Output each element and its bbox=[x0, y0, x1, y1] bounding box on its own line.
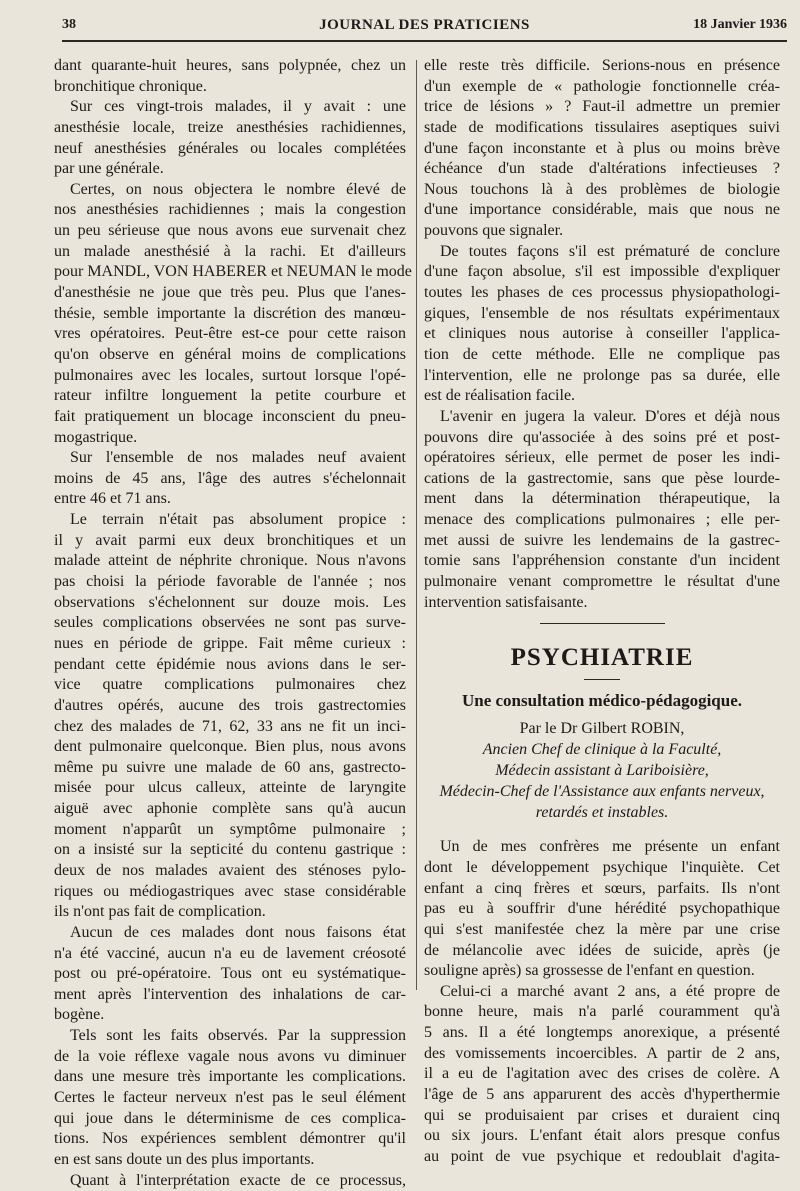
text-line: misée pour ulcus calleux, atteinte de laryngite bbox=[54, 779, 406, 797]
text-line: ment après l'intervention des inhalations de car- bbox=[54, 985, 406, 1003]
text-line: moment n'apparût un symptôme pulmonaire ; bbox=[54, 820, 406, 838]
text-line: Certes, on nous objectera le nombre élevé de bbox=[70, 180, 406, 198]
text-line: qu'on observe en général moins de complications bbox=[54, 345, 406, 363]
text-line: entre 46 et 71 ans. bbox=[54, 490, 171, 508]
text-line: bogène. bbox=[54, 1006, 105, 1024]
text-line: Certes le facteur nerveux n'est pas le seul élément bbox=[54, 1089, 406, 1107]
affiliation-line: retardés et instables. bbox=[535, 804, 669, 822]
text-line: est de réalisation facile. bbox=[424, 387, 576, 405]
text-line: il y avait parmi eux deux bronchitiques et un bbox=[54, 531, 406, 549]
text-line: pendant cette épidémie nous avions dans le ser- bbox=[54, 655, 406, 673]
text-line: en est sans doute un des plus importants. bbox=[54, 1150, 315, 1168]
text-line: deux de nos malades avaient des sténoses pylo- bbox=[54, 861, 406, 879]
text-line: dont le développement psychique l'inquiète. Cet bbox=[424, 858, 780, 876]
text-line: vice quatre complications pulmonaires chez bbox=[54, 676, 406, 694]
text-line: nos anesthésies rachidiennes ; mais la congestion bbox=[54, 201, 406, 219]
text-line: riques ou médiogastriques avec stase considérable bbox=[54, 882, 406, 900]
text-line: et cliniques nous autorise à conseiller l'applica- bbox=[424, 325, 780, 343]
text-line: intervention satisfaisante. bbox=[424, 593, 588, 611]
text-line: fait pratiquement un blocage inconscient du pneu- bbox=[54, 407, 406, 425]
text-line: d'une importance considérable, mais que nous ne bbox=[424, 201, 780, 219]
section-title: PSYCHIATRIE bbox=[510, 644, 694, 672]
text-line: tions. Nos expériences semblent démontrer qu'il bbox=[54, 1130, 406, 1148]
text-line: thésie, semble importante la discrétion des manœu- bbox=[54, 304, 406, 322]
right-column bbox=[424, 56, 780, 1168]
text-line: on a insisté sur la septicité du contenu gastrique : bbox=[54, 841, 406, 859]
text-line: toutes les phases de ces processus physiopathologi- bbox=[424, 284, 780, 302]
text-line: échéance d'un stade d'altérations infectieuses ? bbox=[424, 160, 780, 178]
text-line: malade atteint de néphrite chronique. Nous n'avons bbox=[54, 552, 406, 570]
text-line: par une générale. bbox=[54, 160, 164, 178]
affiliation-line: Médecin-Chef de l'Assistance aux enfants nerveux, bbox=[439, 783, 765, 801]
text-line: pour MANDL, VON HABERER et NEUMAN le mode bbox=[54, 263, 412, 281]
text-line: Celui-ci a marché avant 2 ans, a été propre de bbox=[440, 982, 780, 1000]
text-line: même pu suivre une malade de 60 ans, gastrecto- bbox=[54, 758, 406, 776]
right-column-body-top bbox=[424, 56, 780, 613]
text-line: moins de 45 ans, l'âge des autres s'échelonnait bbox=[54, 469, 406, 487]
text-line: d'anesthésie ne joue que très peu. Plus que l'anes- bbox=[54, 284, 406, 302]
affiliation-line: Ancien Chef de clinique à la Faculté, bbox=[482, 741, 722, 759]
text-line: l'intervention, elle ne prolonge pas sa durée, elle bbox=[424, 366, 780, 384]
text-line: observations s'échelonnent sur douze mois. Les bbox=[54, 593, 406, 611]
text-line: post ou pré-opératoire. Tous ont eu systématique- bbox=[54, 965, 406, 983]
text-line: nues en période de grippe. Fait même curieux : bbox=[54, 634, 406, 652]
text-line: Un de mes confrères me présente un enfant bbox=[440, 838, 780, 856]
text-line: stade de modifications tissulaires aseptiques suivi bbox=[424, 118, 780, 136]
text-line: seules complications observées ne sont pas surve- bbox=[54, 614, 406, 632]
text-line: 5 ans. Il a été longtemps anorexique, a présenté bbox=[424, 1024, 780, 1042]
text-line: des vomissements incoercibles. A partir de 2 ans, bbox=[424, 1044, 780, 1062]
text-line: bronchitique chronique. bbox=[54, 77, 207, 95]
text-line: ils n'ont pas fait de complication. bbox=[54, 903, 266, 921]
title-underline bbox=[584, 679, 620, 680]
text-line: de mélancolie avec idées de suicide, après (je bbox=[424, 941, 780, 959]
text-line: Sur ces vingt-trois malades, il y avait : une bbox=[70, 98, 406, 116]
text-line: bonne heure, mais n'a parlé couramment qu'à bbox=[424, 1003, 780, 1021]
author-byline: Par le Dr Gilbert ROBIN, bbox=[519, 720, 685, 738]
article-title: Une consultation médico-pédagogique. bbox=[461, 691, 743, 711]
text-line: De toutes façons s'il est prématuré de conclure bbox=[440, 242, 780, 260]
journal-title: JOURNAL DES PRATICIENS bbox=[319, 17, 530, 33]
page-number: 38 bbox=[62, 17, 76, 32]
text-line: dans une mesure très importante les complications. bbox=[54, 1068, 406, 1086]
text-line: aiguë avec aphonie complète sans qu'à aucun bbox=[54, 800, 406, 818]
text-line: opératoires sérieux, elle permet de poser les indi- bbox=[424, 449, 780, 467]
text-line: pulmonaires avec les locales, surtout lorsque l'opé- bbox=[54, 366, 406, 384]
text-line: pouvons que signaler. bbox=[424, 222, 564, 240]
text-line: anesthésie locale, treize anesthésies rachidiennes, bbox=[54, 118, 406, 136]
text-line: l'âge de 5 ans apparurent des accès d'hyperthermie bbox=[424, 1085, 780, 1103]
text-line: il a eu de l'agitation avec des crises de colère. A bbox=[424, 1065, 780, 1083]
text-line: Le terrain n'était pas absolument propice : bbox=[70, 511, 406, 529]
text-line: cations de la gastrectomie, sans que pèse lourde- bbox=[424, 469, 780, 487]
text-line: Nous touchons là à des problèmes de biologie bbox=[424, 180, 780, 198]
column-divider bbox=[416, 60, 417, 990]
text-line: d'autres opérés, aucune des trois gastrectomies bbox=[54, 696, 406, 714]
text-line: Aucun de ces malades dont nous faisons état bbox=[70, 923, 406, 941]
text-line: elle reste très difficile. Serions-nous en présence bbox=[424, 57, 780, 74]
text-line: chez des malades de 71, 62, 33 ans ne fit un inci- bbox=[54, 717, 406, 735]
text-line: d'une façon absolue, s'il est impossible d'expliquer bbox=[424, 263, 780, 281]
text-line: Tels sont les faits observés. Par la suppression bbox=[70, 1027, 406, 1045]
text-line: ou six jours. L'enfant était alors presque confus bbox=[424, 1127, 780, 1145]
text-line: souligne après) sa grossesse de l'enfant en question. bbox=[424, 962, 755, 980]
text-line: n'a été vacciné, aucun n'a eu de lavement créosoté bbox=[54, 944, 406, 962]
text-line: vres opératoires. Peut-être est-ce pour cette raison bbox=[54, 325, 406, 343]
text-line: au point de vue psychique et redoublait d'agita- bbox=[424, 1147, 780, 1165]
text-line: neuf anesthésies générales ou locales complétées bbox=[54, 139, 406, 157]
text-line: pas eu à souffrir d'une hérédité psychopathique bbox=[424, 900, 780, 918]
text-line: qui s'est manifestée chez la mère par une crise bbox=[424, 920, 780, 938]
affiliation-line: Médecin assistant à Lariboisière, bbox=[495, 762, 709, 780]
text-line: pouvons dire qu'associée à des soins pré et post- bbox=[424, 428, 780, 446]
text-line: tion de cette méthode. Elle ne complique pas bbox=[424, 345, 780, 363]
right-column-body-bottom bbox=[424, 837, 780, 1167]
text-line: d'une façon inconstante et à plus ou moins brève bbox=[424, 139, 780, 157]
header-rule bbox=[62, 40, 787, 42]
text-line: enfant a cinq frères et sœurs, parfaits. Ils n'ont bbox=[424, 879, 780, 897]
text-line: tomie sans l'appréhension constante d'un incident bbox=[424, 552, 780, 570]
text-line: trice de lésions » ? Faut-il admettre un premier bbox=[424, 98, 780, 116]
text-line: Quant à l'interprétation exacte de ce processus, bbox=[70, 1171, 406, 1189]
left-column bbox=[54, 56, 412, 1191]
text-line: pulmonaire venant compromettre le résultat d'une bbox=[424, 573, 780, 591]
text-line: mogastrique. bbox=[54, 428, 138, 446]
text-line: rateur infiltre longuement la petite courbure et bbox=[54, 387, 406, 405]
text-line: un malade anesthésié à la rachi. Et d'ailleurs bbox=[54, 242, 406, 260]
section-separator bbox=[424, 613, 780, 634]
text-line: un peu sérieuse que nous avons eue survenait chez bbox=[54, 222, 406, 240]
text-line: menace des complications pulmonaires ; elle per- bbox=[424, 511, 780, 529]
text-line: dent pulmonaire quelconque. Bien plus, nous avons bbox=[54, 738, 406, 756]
running-header bbox=[62, 17, 787, 39]
text-line: de la voie réflexe vagale nous avons vu diminuer bbox=[54, 1047, 406, 1065]
text-line: d'un exemple de « pathologie fonctionnelle créa- bbox=[424, 77, 780, 95]
text-line: dant quarante-huit heures, sans polypnée, chez un bbox=[54, 57, 406, 74]
text-line: qui se produisaient par crises et duraient cinq bbox=[424, 1106, 780, 1124]
text-line: Sur l'ensemble de nos malades neuf avaient bbox=[70, 449, 406, 467]
text-line: L'avenir en jugera la valeur. D'ores et déjà nous bbox=[440, 407, 780, 425]
text-line: giques, l'ensemble de nos résultats expérimentaux bbox=[424, 304, 780, 322]
text-line: pas choisi la période favorable de l'année ; nos bbox=[54, 573, 406, 591]
text-line: qui joue dans le déterminisme de ces complica- bbox=[54, 1109, 406, 1127]
text-line: met aussi de suivre les lendemains de la gastrec- bbox=[424, 531, 780, 549]
text-line: ment dans la détermination thérapeutique, la bbox=[424, 490, 780, 508]
issue-date: 18 Janvier 1936 bbox=[693, 17, 787, 32]
